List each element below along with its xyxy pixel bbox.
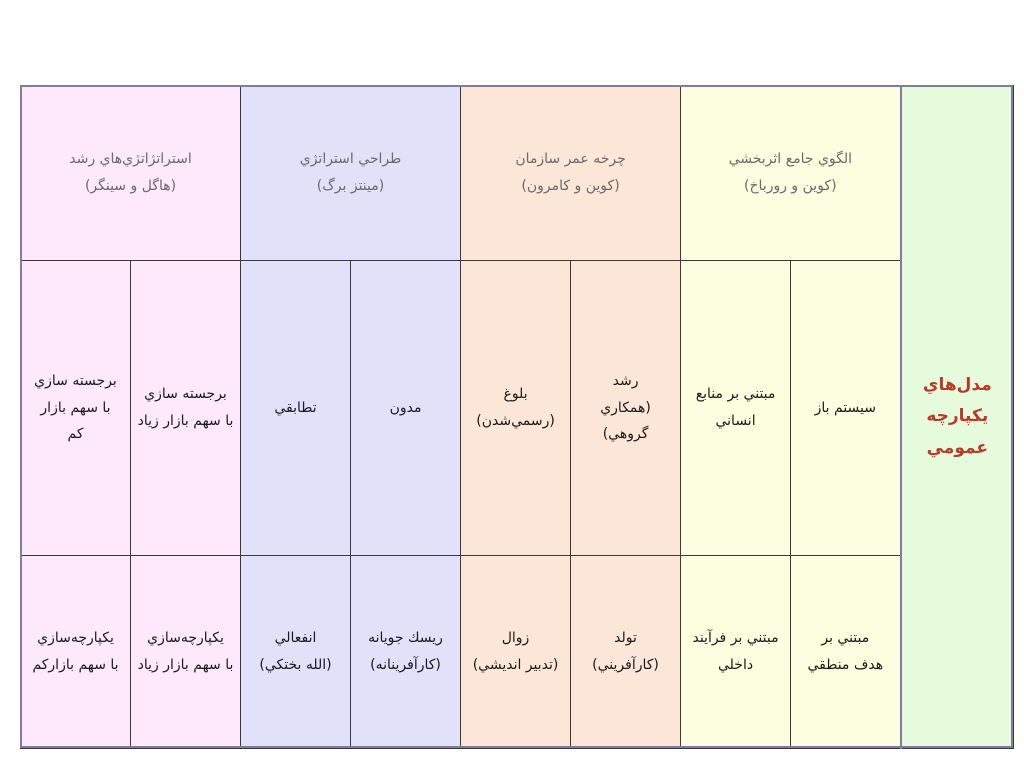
- cell-line: برجسته سازي: [34, 373, 117, 390]
- cell-line: يكپارچه‌سازي: [37, 630, 114, 647]
- cell-line: (الله بختكي): [259, 657, 332, 673]
- cell-line: با سهم بازار زياد: [137, 413, 234, 429]
- cell-line: ريسك جويانه: [368, 630, 443, 647]
- cell-line: (رسمي‌شدن): [476, 413, 555, 429]
- side-label-line: عمومي: [926, 437, 989, 458]
- cell-line: مبتني بر منابع: [695, 386, 776, 403]
- cell-line: هدف منطقي: [807, 657, 884, 673]
- side-label-line: مدل‌هاي: [922, 374, 992, 395]
- cell-line: انساني: [715, 413, 756, 429]
- cell-line: (كارآفرينانه): [370, 657, 441, 673]
- cell-line: مبتني بر فرآيند: [692, 630, 779, 647]
- side-label-line: يكپارچه: [926, 406, 989, 427]
- cell-line: مبتني بر: [821, 630, 870, 647]
- cell-line: با سهم بازار: [40, 399, 111, 416]
- cell-line: رشد: [612, 373, 639, 390]
- cell-line: برجسته سازي: [144, 386, 227, 403]
- cell-line: كم: [67, 426, 84, 443]
- group-title: استراتژاتژي‌هاي رشد: [69, 151, 192, 168]
- cell-line: بلوغ: [503, 386, 528, 403]
- cell-line: (كارآفريني): [592, 657, 659, 673]
- cell-line: سيستم باز: [814, 399, 876, 416]
- cell-line: (تدبير انديشي): [472, 657, 559, 673]
- cell-line: مدون: [389, 399, 422, 416]
- cell-line: يكپارچه‌سازي: [147, 630, 224, 647]
- cell-line: گروهي): [602, 426, 649, 443]
- cell-line: با سهم بازار زياد: [137, 657, 234, 673]
- group-authors: (مينتز برگ): [316, 178, 385, 194]
- cell-line: انفعالي: [274, 630, 317, 647]
- cell-line: با سهم بازاركم: [32, 657, 119, 673]
- group-title: چرخه عمر سازمان: [515, 151, 626, 168]
- cell-line: زوال: [501, 630, 530, 647]
- cell-line: داخلي: [718, 657, 754, 673]
- cell-line: تطابقي: [274, 399, 317, 416]
- table-outer-frame: [20, 85, 1013, 748]
- cell-line: تولد: [614, 630, 637, 647]
- group-title: الگوي جامع اثربخشي: [728, 151, 853, 168]
- cell-line: (همكاري: [600, 399, 651, 416]
- group-authors: (كوين و كامرون): [521, 178, 620, 194]
- group-authors: (كوين و رورباخ): [744, 178, 837, 194]
- group-authors: (هاگل و سينگر): [84, 178, 177, 194]
- group-title: طراحي استراتژي: [299, 151, 402, 168]
